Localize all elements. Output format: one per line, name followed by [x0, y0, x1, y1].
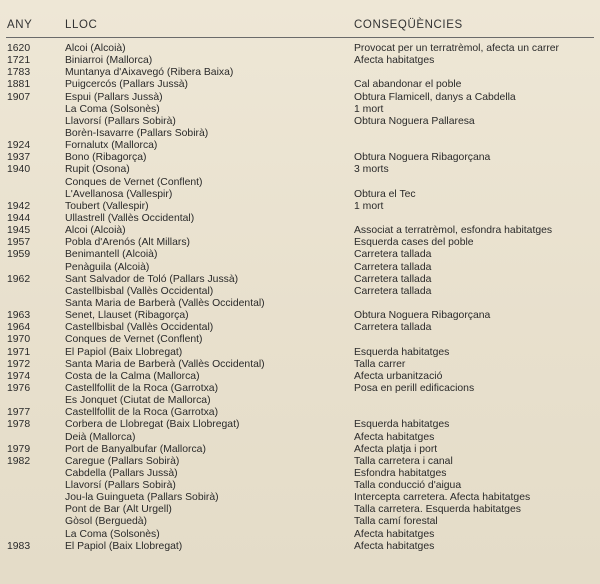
table-row	[0, 347, 600, 359]
row-place: Es Jonquet (Ciutat de Mallorca)	[65, 395, 211, 407]
row-place: Conques de Vernet (Conflent)	[65, 334, 203, 346]
table-row	[0, 249, 600, 261]
row-place: Cabdella (Pallars Jussà)	[65, 467, 178, 479]
row-consequence: Afecta habitatges	[354, 431, 435, 443]
row-place: Toubert (Vallespir)	[65, 200, 149, 212]
row-consequence: Afecta habitatges	[354, 540, 435, 552]
row-year: 1972	[7, 358, 31, 370]
table-row	[0, 213, 600, 225]
row-place: Corbera de Llobregat (Baix Llobregat)	[65, 419, 240, 431]
row-consequence: Esquerda habitatges	[354, 419, 450, 431]
row-consequence: Afecta platja i port	[354, 443, 438, 455]
row-place: Santa Maria de Barberà (Vallès Occidental)	[65, 358, 265, 370]
table-row	[0, 541, 600, 553]
row-year: 1970	[7, 334, 31, 346]
row-place: Borèn-Isavarre (Pallars Sobirà)	[65, 127, 209, 139]
row-place: Caregue (Pallars Sobirà)	[65, 455, 180, 467]
row-consequence: Posa en perill edificacions	[354, 382, 475, 394]
row-place: Port de Banyalbufar (Mallorca)	[65, 443, 206, 455]
row-year: 1979	[7, 443, 31, 455]
row-place: Castellbisbal (Vallès Occidental)	[65, 322, 214, 334]
table-row	[0, 55, 600, 67]
table-row	[0, 468, 600, 480]
table-row	[0, 310, 600, 322]
row-consequence: 1 mort	[354, 103, 384, 115]
row-consequence: Associat a terratrèmol, esfondra habitatges	[354, 225, 553, 237]
row-place: Espui (Pallars Jussà)	[65, 91, 163, 103]
table-row	[0, 104, 600, 116]
row-year: 1721	[7, 55, 31, 67]
table-row	[0, 395, 600, 407]
table-row	[0, 492, 600, 504]
row-place: Fornalutx (Mallorca)	[65, 140, 158, 152]
table-row	[0, 529, 600, 541]
row-consequence: Talla carretera i canal	[354, 455, 453, 467]
row-consequence: Obtura Flamicell, danys a Cabdella	[354, 91, 516, 103]
table-row	[0, 79, 600, 91]
row-place: Puigcercós (Pallars Jussà)	[65, 79, 188, 91]
table-row	[0, 407, 600, 419]
row-consequence: Obtura Noguera Ribagorçana	[354, 152, 491, 164]
row-year: 1937	[7, 152, 31, 164]
row-place: Alcoi (Alcoià)	[65, 225, 126, 237]
table-row	[0, 383, 600, 395]
row-year: 1964	[7, 322, 31, 334]
row-consequence: 3 morts	[354, 164, 389, 176]
table-row	[0, 201, 600, 213]
table-row	[0, 298, 600, 310]
header-consequences: CONSEQÜÈNCIES	[354, 19, 463, 31]
row-year: 1959	[7, 249, 31, 261]
row-place: Deià (Mallorca)	[65, 431, 136, 443]
table-row	[0, 322, 600, 334]
row-place: Llavorsí (Pallars Sobirà)	[65, 115, 176, 127]
table-row	[0, 456, 600, 468]
row-consequence: Intercepta carretera. Afecta habitatges	[354, 492, 531, 504]
table-row	[0, 189, 600, 201]
row-year: 1945	[7, 225, 31, 237]
header-place: LLOC	[65, 19, 98, 31]
row-year: 1907	[7, 91, 31, 103]
row-consequence: Esfondra habitatges	[354, 467, 447, 479]
table-row	[0, 152, 600, 164]
table-row	[0, 128, 600, 140]
row-year: 1963	[7, 310, 31, 322]
row-place: Gòsol (Berguedà)	[65, 516, 148, 528]
table-row	[0, 92, 600, 104]
row-place: Pont de Bar (Alt Urgell)	[65, 504, 172, 516]
row-consequence: Carretera tallada	[354, 249, 432, 261]
row-year: 1940	[7, 164, 31, 176]
row-place: Castellbisbal (Vallès Occidental)	[65, 285, 214, 297]
table-row	[0, 43, 600, 55]
table-row	[0, 444, 600, 456]
row-place: Biniarroi (Mallorca)	[65, 55, 153, 67]
row-consequence: Afecta habitatges	[354, 55, 435, 67]
table-row	[0, 225, 600, 237]
row-place: La Coma (Solsonès)	[65, 103, 160, 115]
row-consequence: Provocat per un terratrèmol, afecta un carrer	[354, 43, 560, 54]
table-row	[0, 432, 600, 444]
table-row	[0, 262, 600, 274]
table-row	[0, 67, 600, 79]
row-place: Bono (Ribagorça)	[65, 152, 147, 164]
row-consequence: Afecta urbanització	[354, 370, 443, 382]
row-consequence: Esquerda habitatges	[354, 346, 450, 358]
landslide-table	[0, 43, 600, 553]
row-place: Jou-la Guingueta (Pallars Sobirà)	[65, 492, 219, 504]
table-row	[0, 274, 600, 286]
row-place: L'Avellanosa (Vallespir)	[65, 188, 173, 200]
row-consequence: Carretera tallada	[354, 285, 432, 297]
row-place: Castellfollit de la Roca (Garrotxa)	[65, 407, 219, 419]
row-year: 1976	[7, 382, 31, 394]
table-row	[0, 177, 600, 189]
row-place: Costa de la Calma (Mallorca)	[65, 370, 200, 382]
row-consequence: Obtura el Tec	[354, 188, 416, 200]
row-year: 1957	[7, 237, 31, 249]
row-place: El Papiol (Baix Llobregat)	[65, 346, 183, 358]
table-row	[0, 286, 600, 298]
row-consequence: Esquerda cases del poble	[354, 237, 474, 249]
row-place: Penàguila (Alcoià)	[65, 261, 150, 273]
row-year: 1881	[7, 79, 31, 91]
row-year: 1924	[7, 140, 31, 152]
row-place: Llavorsí (Pallars Sobirà)	[65, 480, 176, 492]
row-consequence: Talla carretera. Esquerda habitatges	[354, 504, 521, 516]
header-year: ANY	[7, 19, 33, 31]
row-place: Pobla d'Arenós (Alt Millars)	[65, 237, 190, 249]
table-row	[0, 516, 600, 528]
row-consequence: Afecta habitatges	[354, 528, 435, 540]
row-consequence: Cal abandonar el poble	[354, 79, 462, 91]
table-row	[0, 371, 600, 383]
table-row	[0, 359, 600, 371]
row-consequence: Carretera tallada	[354, 273, 432, 285]
row-consequence: Obtura Noguera Pallaresa	[354, 115, 475, 127]
table-row	[0, 164, 600, 176]
table-row	[0, 237, 600, 249]
row-year: 1942	[7, 200, 31, 212]
row-consequence: Carretera tallada	[354, 322, 432, 334]
table-row	[0, 140, 600, 152]
row-consequence: Talla conducció d'aigua	[354, 480, 462, 492]
row-consequence: 1 mort	[354, 200, 384, 212]
table-row	[0, 334, 600, 346]
row-year: 1974	[7, 370, 31, 382]
row-year: 1982	[7, 455, 31, 467]
table-row	[0, 480, 600, 492]
row-year: 1977	[7, 407, 31, 419]
row-place: El Papiol (Baix Llobregat)	[65, 540, 183, 552]
header-divider	[6, 37, 594, 38]
table-row	[0, 504, 600, 516]
row-year: 1944	[7, 212, 31, 224]
row-year: 1971	[7, 346, 31, 358]
row-place: Rupit (Osona)	[65, 164, 130, 176]
row-place: La Coma (Solsonès)	[65, 528, 160, 540]
row-year: 1783	[7, 67, 31, 79]
row-consequence: Talla carrer	[354, 358, 406, 370]
row-place: Castellfollit de la Roca (Garrotxa)	[65, 382, 219, 394]
row-year: 1978	[7, 419, 31, 431]
table-row	[0, 419, 600, 431]
row-place: Benimantell (Alcoià)	[65, 249, 158, 261]
row-consequence: Talla camí forestal	[354, 516, 438, 528]
row-year: 1620	[7, 43, 31, 54]
table-row	[0, 116, 600, 128]
row-place: Sant Salvador de Toló (Pallars Jussà)	[65, 273, 239, 285]
row-consequence: Carretera tallada	[354, 261, 432, 273]
row-place: Senet, Llauset (Ribagorça)	[65, 310, 189, 322]
row-place: Alcoi (Alcoià)	[65, 43, 126, 54]
row-place: Ullastrell (Vallès Occidental)	[65, 212, 195, 224]
row-place: Santa Maria de Barberà (Vallès Occidental)	[65, 297, 265, 309]
row-consequence: Obtura Noguera Ribagorçana	[354, 310, 491, 322]
row-place: Conques de Vernet (Conflent)	[65, 176, 203, 188]
row-year: 1962	[7, 273, 31, 285]
row-year: 1983	[7, 540, 31, 552]
row-place: Muntanya d'Aixavegó (Ribera Baixa)	[65, 67, 234, 79]
